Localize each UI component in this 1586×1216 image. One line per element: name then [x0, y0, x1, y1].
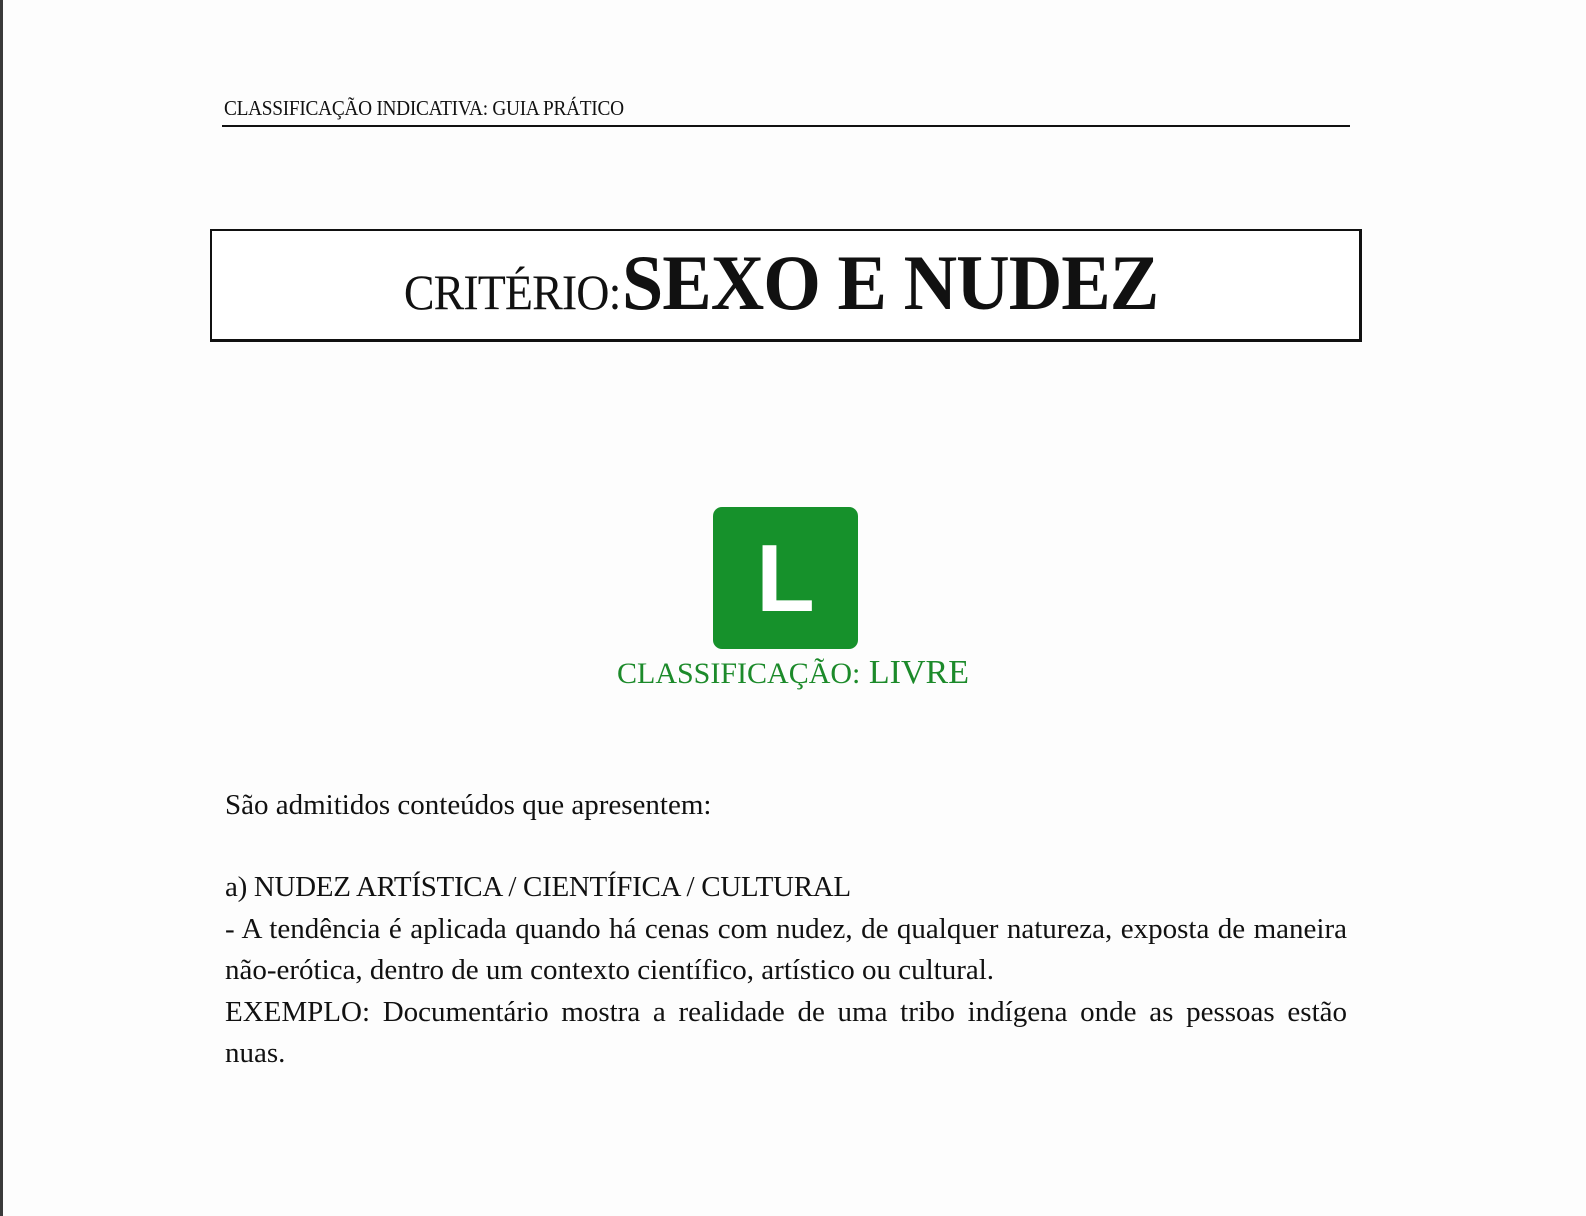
- rating-label-prefix: CLASSIFICAÇÃO:: [617, 657, 861, 690]
- running-header: CLASSIFICAÇÃO INDICATIVA: GUIA PRÁTICO: [224, 96, 624, 120]
- header-rule: [222, 125, 1350, 127]
- rating-livre-icon: [713, 507, 858, 649]
- intro-text: São admitidos conteúdos que apresentem:: [225, 789, 712, 821]
- criterion-title-box: [210, 229, 1362, 342]
- criterion-title: [385, 238, 1187, 328]
- section-a: [225, 867, 1347, 1075]
- section-description: - A tendência é aplicada quando há cenas com nudez, de qualquer natureza, exposta de maneira não-erótica, dentro de um contexto científico, artístico ou cultural.: [225, 912, 1347, 986]
- rating-icon-letter: L: [756, 525, 815, 632]
- page-left-edge: [0, 0, 3, 1216]
- section-heading: a) NUDEZ ARTÍSTICA / CIENTÍFICA / CULTURAL: [225, 871, 851, 903]
- criterion-title-prefix: CRITÉRIO:: [403, 264, 620, 320]
- rating-label: [0, 654, 1586, 692]
- section-example: EXEMPLO: Documentário mostra a realidade de uma tribo indígena onde as pessoas estão nuas.: [225, 995, 1347, 1069]
- criterion-title-main: SEXO E NUDEZ: [621, 239, 1159, 326]
- rating-label-value: LIVRE: [868, 654, 969, 691]
